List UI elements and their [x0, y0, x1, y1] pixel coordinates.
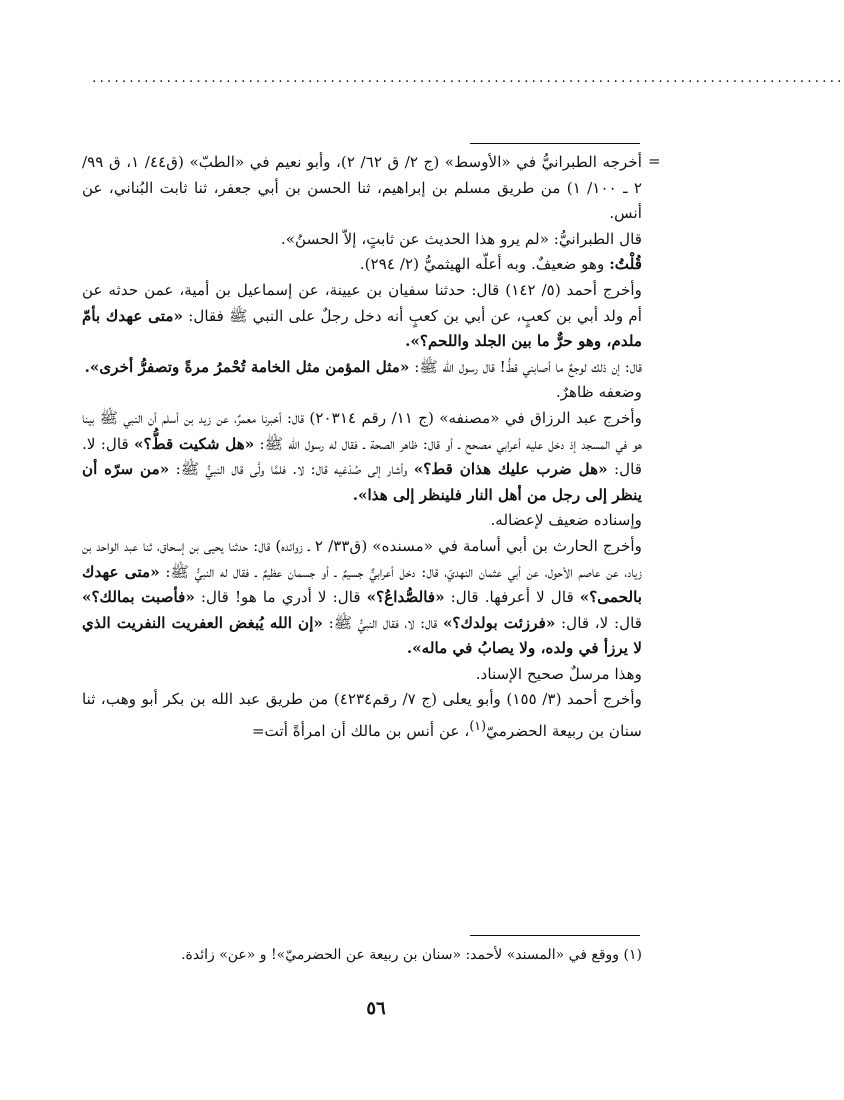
text-segment: وإسناده ضعيف لإعضاله. — [490, 511, 642, 530]
text-segment: قال: لا، فقال النبيُّ ﷺ: — [322, 613, 443, 632]
text-segment: قال: لا، قال: — [555, 613, 643, 632]
text-segment: وهذا مرسلٌ صحيح الإسناد. — [475, 664, 642, 683]
paragraph — [82, 662, 642, 688]
paragraph — [82, 252, 642, 278]
footnote-separator — [470, 935, 640, 936]
footnote-marker: (١) — [623, 947, 642, 963]
continuation-mark: = — [648, 152, 661, 170]
text-segment: ، عن أنس بن مالك أن امرأةً أتت= — [251, 722, 470, 741]
paragraph — [82, 150, 642, 227]
main-text — [82, 150, 642, 745]
paragraph — [82, 687, 642, 744]
paragraph — [82, 278, 642, 355]
paragraph — [82, 534, 642, 662]
bold-quote: «هل شكيت قطُّ؟» — [134, 434, 255, 453]
text-segment: وأخرج أحمد (٣/ ١٥٥) وأبو يعلى (ج ٧/ رقم٤٢٣٤) من طريق عبد الله بن بكر أبو وهب، ثنا سنان بن ربيعة الحضرميّ — [82, 690, 642, 741]
bold-quote: «فرزئت بولدك؟» — [442, 613, 556, 632]
page-number: ٥٦ — [366, 998, 386, 1019]
text-segment: قال الطبرانيُّ: «لم يرو هذا الحديث عن ثابتٍ، إلاّ الحسنُ». — [280, 229, 642, 248]
footnote — [82, 944, 642, 966]
header-dotted-line: ..................................................................................................... — [92, 70, 844, 86]
bold-quote: «هل ضرب عليك هذان قط؟» — [413, 460, 608, 479]
paragraph — [82, 508, 642, 534]
text-segment: وأخرج عبد الرزاق في «مصنفه» (ج ١١/ رقم ٢٠٣١٤) قال: أخبرنا معمرٌ، عن زيد بن أسلم أن النبي ﷺ بينا هو في المسجد إذ دخل عليه أعرابي مصحح ـ أو قال: ظاهر الصحة ـ فقال له رسول الله ﷺ: — [82, 408, 642, 453]
bold-quote: قُلْتُ: — [609, 255, 642, 274]
bold-quote: «متى عهدك بأمّ ملدم، وهو حرٌّ ما بين الجلد واللحم؟». — [82, 306, 642, 351]
paragraph — [82, 406, 642, 508]
text-segment: وأخرج الحارث بن أبي أسامة في «مسنده» (ق٣٣/ ٢ ـ زوائده) قال: حدثنا يحيى بن إسحاق، ثنا عبد الواحد بن زياد، عن عاصم الأحول، عن أبي عثمان النهديّ، قال: دخل أعرابيٌّ جسيمٌ ـ أو جسمان عظيمٌ ـ فقال له النبيُّ ﷺ: — [82, 536, 642, 581]
bold-quote: «من سرّه أن ينظر إلى رجل من أهل النار فلينظر إلى هذا». — [82, 460, 642, 504]
text-segment: وهو ضعيفٌ. وبه أعلّه الهيثميُّ (٢/ ٢٩٤). — [359, 255, 610, 274]
text-segment: قال لا أعرفها. قال: — [444, 588, 580, 607]
footnote-ref: (١) — [469, 718, 487, 734]
text-segment: وأشار إلى صُدْغيه قال: لا. فلمَّا ولَّى قال النبيُّ ﷺ: — [169, 460, 414, 479]
text-segment: قال: لا أدري ما هو! قال: — [194, 588, 367, 607]
text-segment: أخرجه الطبرانيُّ في «الأوسط» (ج ٢/ ق ٦٢/ ٢)، وأبو نعيم في «الطبّ» (ق٤٤/ ١، ق ٩٩/ ٢ ـ ١٠٠/ ١) من طريق مسلم بن إبراهيم، ثنا الحسن بن أبي جعفر، ثنا ثابت البُناني، عن أنس. — [82, 153, 643, 223]
bold-quote: «مثل المؤمن مثل الخامة تُحْمرُ مرةً وتصفرُّ أخرى». — [84, 357, 410, 376]
bold-quote: «متى عهدك بالحمى؟» — [82, 562, 642, 607]
text-segment: قال: إن ذلك لوجعٌ ما أصابني قطُّ! قال رسول الله ﷺ: — [409, 357, 642, 376]
bold-quote: «فالصُّداعُ؟» — [366, 588, 445, 607]
footnote-text: ووقع في «المسند» لأحمد: «سنان بن ربيعة عن الحضرميّ»! و «عن» زائدة. — [181, 947, 620, 963]
footnote-continuation-rule — [470, 143, 640, 144]
bold-quote: «فأصبت بمالك؟» — [82, 588, 195, 607]
text-segment: وأخرج أحمد (٥/ ١٤٢) قال: حدثنا سفيان بن عيينة، عن إسماعيل بن أمية، عمن حدثه عن أم ولد أبي بن كعبٍ، عن أبي بن كعبٍ أنه دخل رجلٌ على النبي ﷺ فقال: — [82, 280, 642, 325]
bold-quote: «إن الله يُبغض العفريت النفريت الذي لا يرزأ في ولده، ولا يصابُ في ماله». — [82, 613, 642, 658]
paragraph — [82, 355, 642, 381]
paragraph — [82, 227, 642, 253]
paragraph — [82, 380, 642, 406]
text-segment: قال: لا. قال: — [82, 434, 642, 479]
text-segment: وضعفه ظاهرٌ. — [555, 383, 642, 402]
